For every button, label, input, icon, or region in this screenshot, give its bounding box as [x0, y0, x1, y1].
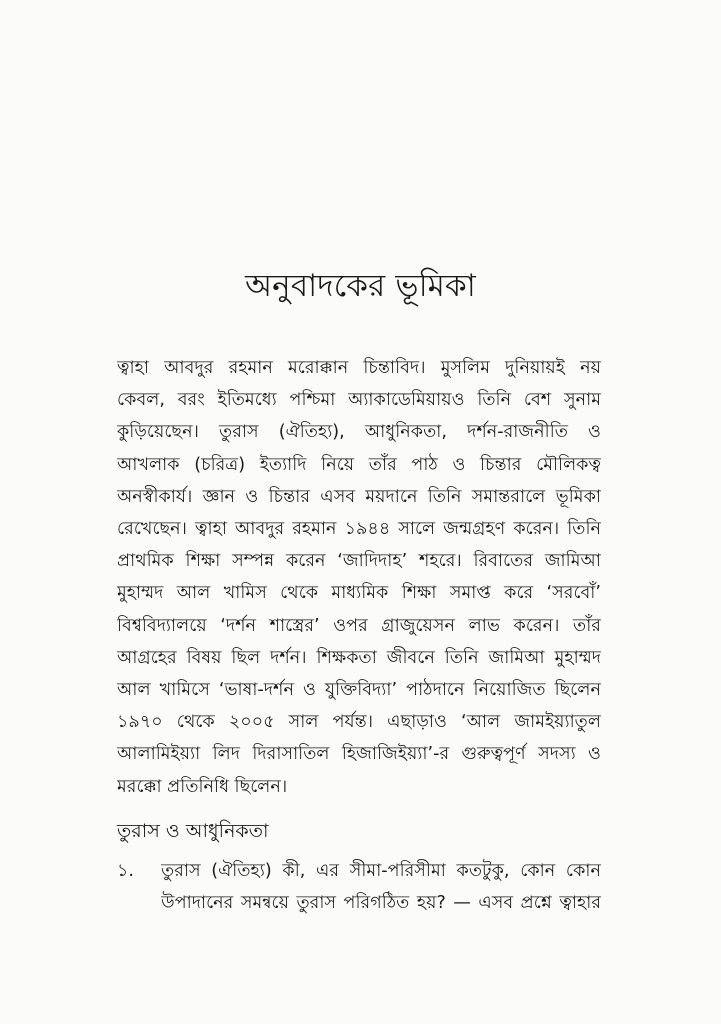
paragraph-line: প্রাথমিক শিক্ষা সম্পন্ন করেন ‘জাদিদাহ’ শহরে। রিবাতের জামিআ [117, 551, 601, 572]
paragraph-line: আখলাক (চরিত্র) ইত্যাদি নিয়ে তাঁর পাঠ ও চিন্তার মৌলিকত্ব [117, 454, 601, 475]
list-item-line: তুরাস (ঐতিহ্য) কী, এর সীমা-পরিসীমা কতটুকু, কোন কোন [161, 861, 601, 881]
paragraph-line: কুড়িয়েছেন। তুরাস (ঐতিহ্য), আধুনিকতা, দর্শন-রাজনীতি ও [117, 422, 601, 443]
paragraph-line: অনস্বীকার্য। জ্ঞান ও চিন্তার এসব ময়দানে তিনি সমান্তরালে ভূমিকা [117, 486, 601, 507]
paragraph-line: মুহাম্মদ আল খামিস থেকে মাধ্যমিক শিক্ষা সমাপ্ত করে ‘সরবোঁ’ [117, 583, 601, 604]
paragraph-line: আগ্রহের বিষয় ছিল দর্শন। শিক্ষকতা জীবনে তিনি জামিআ মুহাম্মদ [117, 647, 601, 668]
paragraph-line: কেবল, বরং ইতিমধ্যে পশ্চিমা অ্যাকাডেমিয়ায়ও তিনি বেশ সুনাম [117, 390, 601, 411]
paragraph-line: মরক্কো প্রতিনিধি ছিলেন। [117, 776, 288, 797]
paragraph-line: বিশ্ববিদ্যালয়ে ‘দর্শন শাস্ত্রের’ ওপর গ্রাজুয়েসন লাভ করেন। তাঁর [117, 615, 601, 636]
intro-paragraph [117, 352, 601, 803]
paragraph-line: রেখেছেন। ত্বাহা আবদুর রহমান ১৯৪৪ সালে জন্মগ্রহণ করেন। তিনি [117, 519, 601, 540]
page-title: অনুবাদকের ভূমিকা [245, 268, 476, 304]
section-heading: তুরাস ও আধুনিকতা [117, 820, 269, 842]
list-item-number: ১. [117, 861, 135, 881]
paragraph-line: আল খামিসে ‘ভাষা-দর্শন ও যুক্তিবিদ্যা’ পাঠদানে নিয়োজিত ছিলেন [117, 680, 601, 701]
paragraph-line: ১৯৭০ থেকে ২০০৫ সাল পর্যন্ত। এছাড়াও ‘আল জামইয়্যাতুল [117, 712, 601, 733]
paragraph-line: ত্বাহা আবদুর রহমান মরোক্কান চিন্তাবিদ। মুসলিম দুনিয়ায়ই নয় [117, 358, 601, 378]
list-item-text [161, 855, 601, 919]
paragraph-line: আলামিইয়্যা লিদ দিরাসাতিল হিজাজিইয়্যা’-র গুরুত্বপূর্ণ সদস্য ও [117, 744, 601, 765]
list-item-line: উপাদানের সমন্বয়ে তুরাস পরিগঠিত হয়? — এসব প্রশ্নে ত্বাহার [161, 893, 601, 914]
